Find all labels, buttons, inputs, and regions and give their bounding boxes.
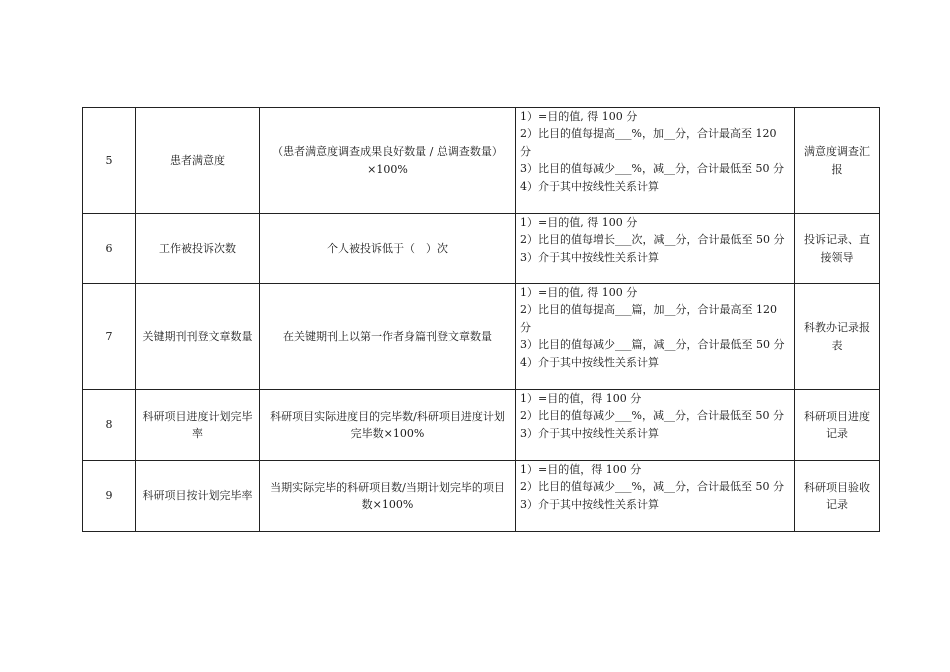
data-source-cell: 科研项目验收记录 [795, 461, 880, 532]
data-source-cell: 满意度调查汇报 [795, 108, 880, 214]
scoring-rule-line: 3）介于其中按线性关系计算 [520, 497, 659, 511]
scoring-rule-line: 3）比目的值每减少___%，减__分，合计最低至 50 分 [520, 162, 784, 176]
row-number-cell: 9 [83, 461, 136, 532]
formula-cell: 当期实际完毕的科研项目数/当期计划完毕的项目数×100% [260, 461, 516, 532]
scoring-rule-line: 2）比目的值每减少___%，减__分，合计最低至 50 分 [520, 480, 784, 494]
data-source-cell: 科研项目进度记录 [795, 390, 880, 461]
table-row [83, 461, 880, 532]
row-number-cell: 5 [83, 108, 136, 214]
scoring-rule-line: 2）比目的值每增长___次，减__分，合计最低至 50 分 [520, 233, 785, 247]
indicator-cell: 科研项目进度计划完毕率 [136, 390, 260, 461]
scoring-rule-line: 1）=目的值, 得 100 分 [520, 110, 638, 123]
kpi-table-body [83, 108, 880, 532]
scoring-rule-line: 2）比目的值每提高___篇，加__分，合计最高至 120 分 [520, 303, 777, 334]
indicator-cell: 科研项目按计划完毕率 [136, 461, 260, 532]
scoring-rule-line: 1）=目的值，得 100 分 [520, 392, 642, 405]
scoring-rule-line: 2）比目的值每减少___%，减__分，合计最低至 50 分 [520, 409, 784, 423]
scoring-rule-line: 4）介于其中按线性关系计算 [520, 179, 659, 193]
scoring-rules-cell [516, 108, 795, 214]
scoring-rule-line: 1）=目的值，得 100 分 [520, 463, 642, 476]
scoring-rule-line: 4）介于其中按线性关系计算 [520, 355, 659, 369]
scoring-rule-line: 3）比目的值每减少___篇，减__分，合计最低至 50 分 [520, 338, 785, 352]
indicator-cell: 关键期刊刊登文章数量 [136, 284, 260, 390]
data-source-cell: 投诉记录、直接领导 [795, 214, 880, 284]
formula-cell: 个人被投诉低于（ ）次 [260, 214, 516, 284]
scoring-rules-cell [516, 461, 795, 532]
scoring-rule-line: 1）=目的值, 得 100 分 [520, 216, 638, 229]
table-row [83, 108, 880, 214]
data-source-cell: 科教办记录报表 [795, 284, 880, 390]
scoring-rules-cell [516, 214, 795, 284]
table-row [83, 390, 880, 461]
row-number-cell: 7 [83, 284, 136, 390]
scoring-rule-line: 1）=目的值, 得 100 分 [520, 286, 638, 299]
kpi-table [82, 107, 880, 532]
indicator-cell: 工作被投诉次数 [136, 214, 260, 284]
row-number-cell: 8 [83, 390, 136, 461]
scoring-rule-line: 3）介于其中按线性关系计算 [520, 426, 659, 440]
indicator-cell: 患者满意度 [136, 108, 260, 214]
formula-cell: （患者满意度调查成果良好数量 / 总调查数量）×100% [260, 108, 516, 214]
table-row [83, 214, 880, 284]
scoring-rules-cell [516, 284, 795, 390]
formula-cell: 在关键期刊上以第一作者身篇刊登文章数量 [260, 284, 516, 390]
table-row [83, 284, 880, 390]
scoring-rule-line: 2）比目的值每提高___%，加__分，合计最高至 120 分 [520, 127, 777, 158]
scoring-rules-cell [516, 390, 795, 461]
formula-cell: 科研项目实际进度目的完毕数/科研项目进度计划完毕数×100% [260, 390, 516, 461]
scoring-rule-line: 3）介于其中按线性关系计算 [520, 250, 659, 264]
row-number-cell: 6 [83, 214, 136, 284]
